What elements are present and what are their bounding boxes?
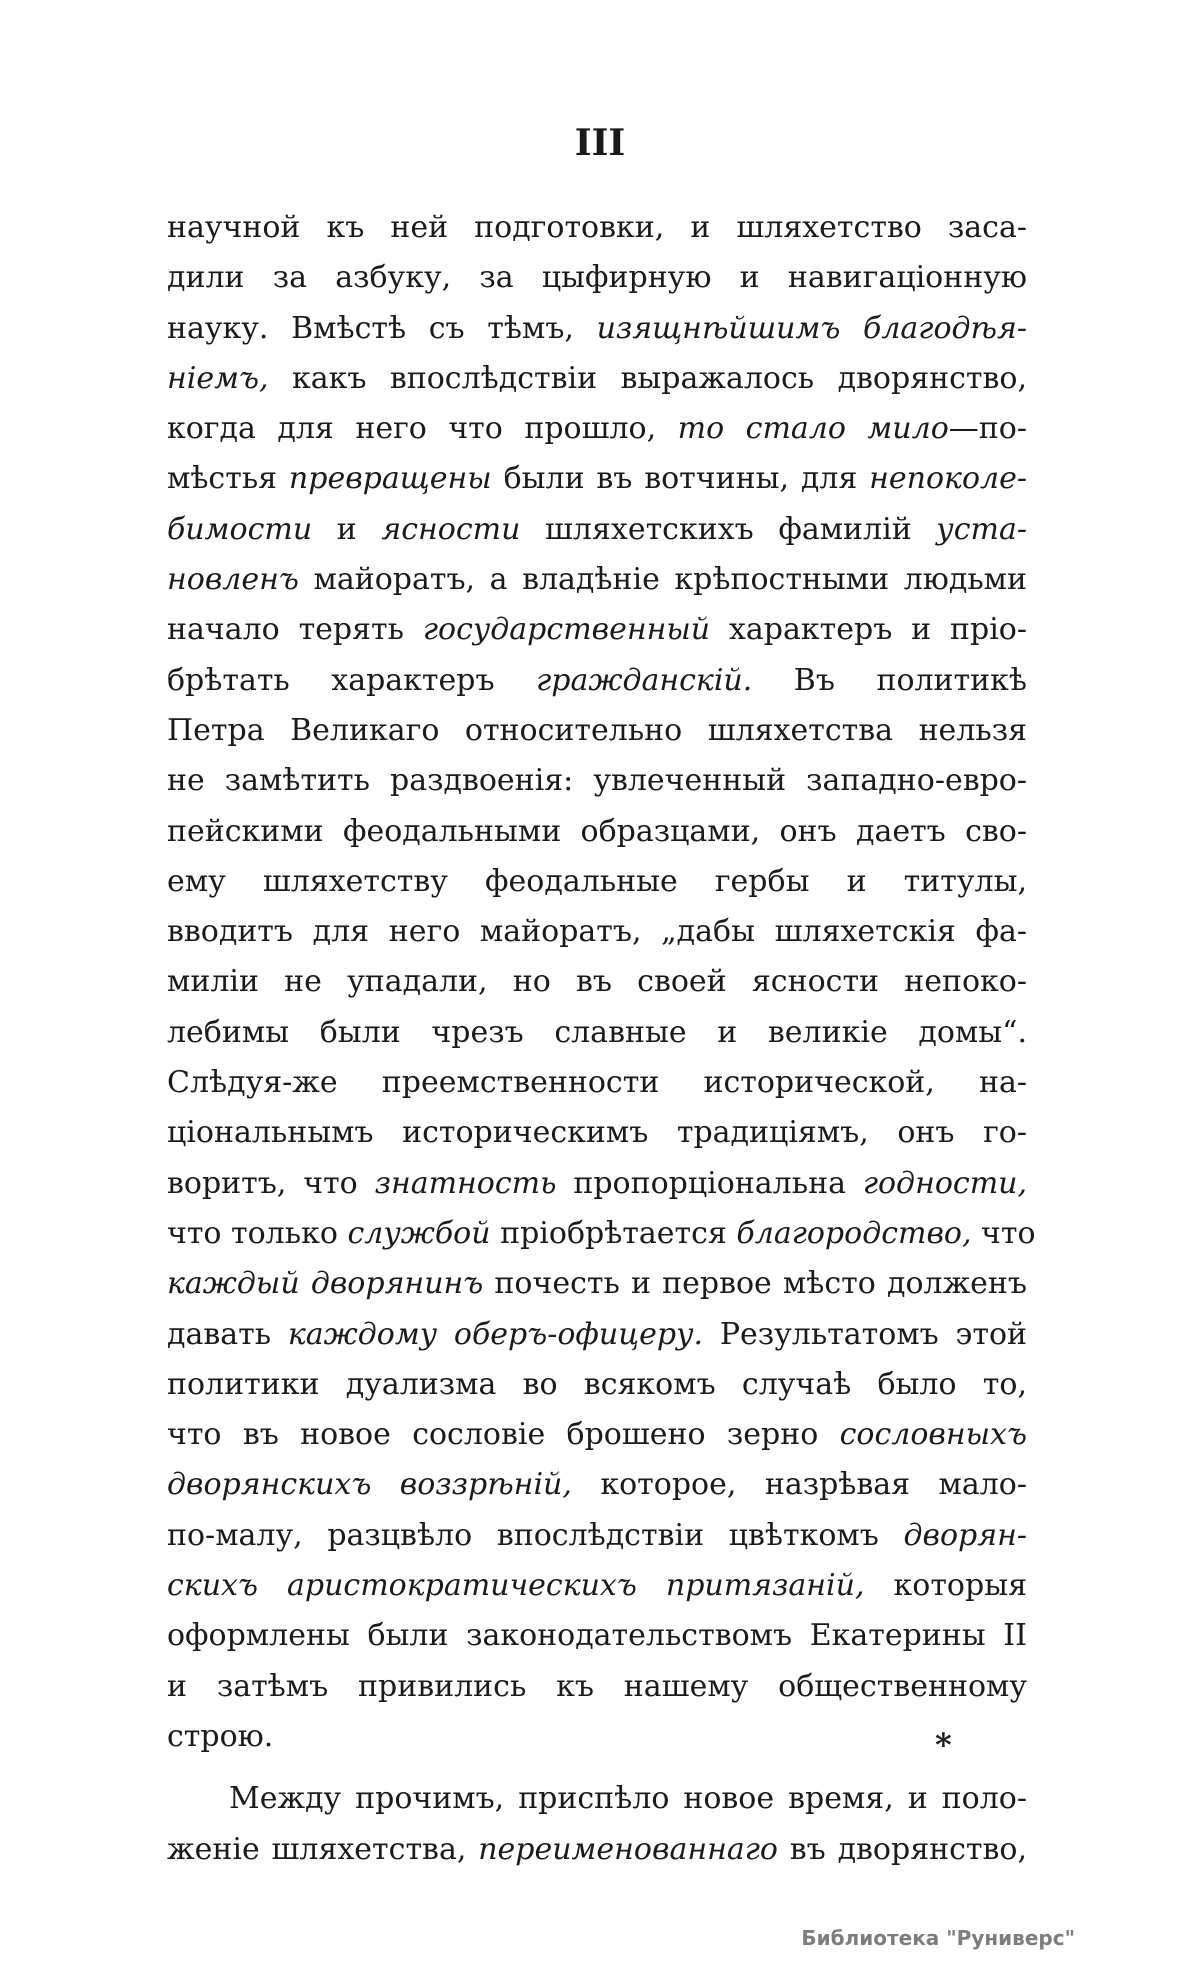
text-line: новленъ майоратъ, а владѣніе крѣпостными людьми bbox=[167, 562, 1027, 598]
text-line: каждый дворянинъ почесть и первое мѣсто долженъ bbox=[167, 1266, 1028, 1302]
text-line: миліи не упадали, но въ своей ясности непоко- bbox=[167, 964, 1027, 1000]
text-line: воритъ, что знатность пропорціональна годности, bbox=[167, 1165, 1027, 1201]
signature-mark: * bbox=[935, 1726, 952, 1764]
text-line: строю. bbox=[167, 1718, 274, 1754]
paragraph-gap bbox=[167, 1762, 1027, 1774]
text-line: ему шляхетству феодальные гербы и титулы, bbox=[167, 863, 1027, 899]
text-line: и затѣмъ привились къ нашему общественному bbox=[167, 1668, 1027, 1704]
text-line: Слѣдуя-же преемственности исторической, на- bbox=[167, 1065, 1027, 1101]
text-line: дили за азбуку, за цыфирную и навигаціонную bbox=[167, 260, 1027, 296]
text-line: Между прочимъ, приспѣло новое время, и поло- bbox=[229, 1781, 1027, 1817]
text-line: ціональнымъ историческимъ традиціямъ, онъ го- bbox=[167, 1115, 1027, 1151]
text-line: бимости и ясности шляхетскихъ фамилій уста- bbox=[167, 511, 1027, 547]
text-line: ніемъ, какъ впослѣдствіи выражалось дворянство, bbox=[167, 360, 1027, 396]
text-line: давать каждому оберъ-офицеру. Результатомъ этой bbox=[167, 1316, 1027, 1352]
text-line: когда для него что прошло, то стало мило—по- bbox=[167, 411, 1027, 447]
text-line: что въ новое сословіе брошено зерно сословныхъ bbox=[167, 1417, 1027, 1453]
text-line: оформлены были законодательствомъ Екатерины II bbox=[167, 1618, 1027, 1654]
text-line: дворянскихъ воззрѣній, которое, назрѣвая мало- bbox=[167, 1467, 1027, 1503]
text-line: пейскими феодальными образцами, онъ даетъ сво- bbox=[167, 813, 1027, 849]
text-line: мѣстья превращены были въ вотчины, для непоколе- bbox=[167, 461, 1027, 497]
body-text bbox=[167, 203, 1036, 1875]
library-watermark: Библиотека "Руниверс" bbox=[801, 1926, 1075, 1950]
page-number: III bbox=[574, 122, 626, 164]
text-line: научной къ ней подготовки, и шляхетство заса- bbox=[167, 210, 1027, 245]
text-line: скихъ аристократическихъ притязаній, которыя bbox=[167, 1568, 1028, 1604]
text-line: брѣтать характеръ гражданскій. Въ политикѣ bbox=[167, 662, 1027, 698]
text-line: не замѣтить раздвоенія: увлеченный западно-евро- bbox=[167, 763, 1027, 799]
text-line: женіе шляхетства, переименованнаго въ дворянство, bbox=[167, 1831, 1028, 1867]
text-line: начало терять государственный характеръ и пріо- bbox=[167, 612, 1027, 648]
text-line: по-малу, разцвѣло впослѣдствіи цвѣткомъ дворян- bbox=[167, 1517, 1027, 1553]
text-line: Петра Великаго относительно шляхетства нельзя bbox=[167, 712, 1027, 748]
text-line: вводитъ для него майоратъ, „дабы шляхетскія фа- bbox=[167, 914, 1027, 950]
text-line: лебимы были чрезъ славные и великіе домы“. bbox=[167, 1014, 1027, 1050]
text-line: политики дуализма во всякомъ случаѣ было то, bbox=[167, 1366, 1027, 1402]
text-line: науку. Вмѣстѣ съ тѣмъ, изящнѣйшимъ благодѣя- bbox=[167, 310, 1028, 346]
text-line: что только службой пріобрѣтается благородство, что bbox=[167, 1215, 1036, 1251]
